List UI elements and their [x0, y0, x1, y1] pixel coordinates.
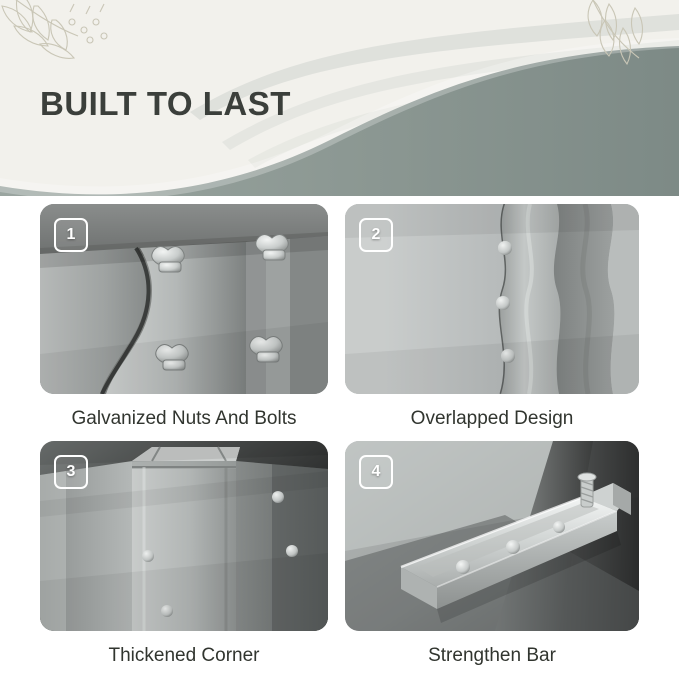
feature-image-3	[40, 441, 328, 631]
feature-caption-4: Strengthen Bar	[428, 645, 556, 666]
feature-badge-1: 1	[54, 218, 88, 252]
feature-caption-1: Galvanized Nuts And Bolts	[71, 408, 297, 429]
feature-image-2	[345, 204, 639, 394]
feature-image-4	[345, 441, 639, 631]
feature-card-2[interactable]	[345, 204, 645, 430]
feature-card-4[interactable]	[345, 441, 645, 667]
feature-caption-3: Thickened Corner	[108, 645, 260, 666]
feature-badge-4: 4	[359, 455, 393, 489]
feature-badge-3: 3	[54, 455, 88, 489]
header-banner	[0, 0, 679, 196]
threaded-bolt	[578, 473, 596, 507]
feature-caption-2: Overlapped Design	[410, 408, 574, 429]
feature-grid	[0, 196, 679, 679]
feature-badge-2: 2	[359, 218, 393, 252]
feature-card-3[interactable]	[40, 441, 340, 667]
feature-image-1	[40, 204, 328, 394]
page-title: BUILT TO LAST	[40, 85, 291, 122]
feature-card-1[interactable]	[40, 204, 340, 430]
